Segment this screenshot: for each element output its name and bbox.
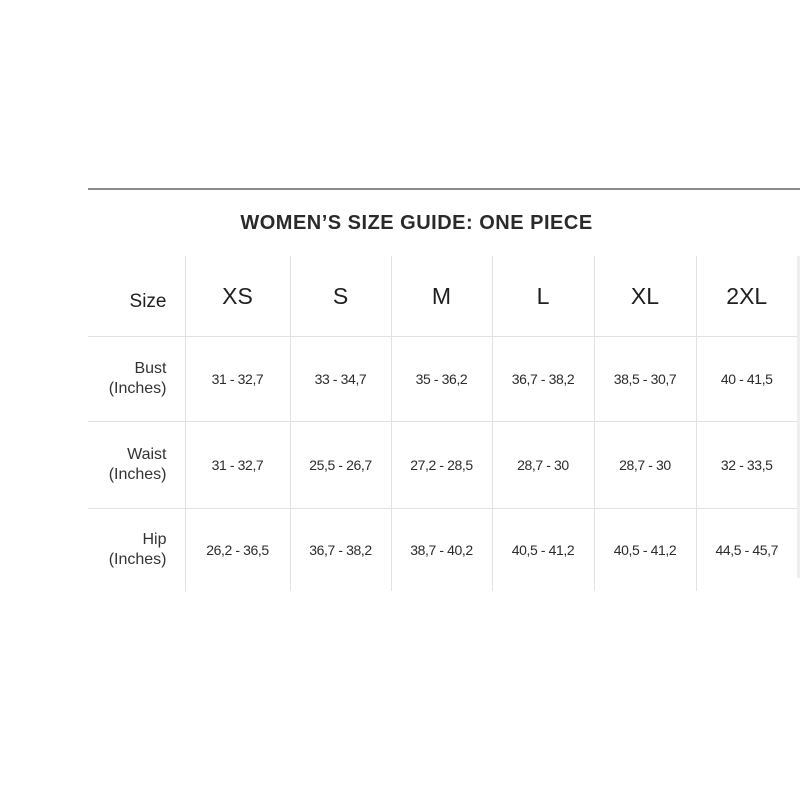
size-header-2xl: 2XL (696, 256, 797, 337)
table-cell: 40,5 - 41,2 (594, 509, 696, 592)
table-cell: 28,7 - 30 (594, 422, 696, 509)
table-cell: 26,2 - 36,5 (185, 509, 290, 592)
size-header-xl: XL (594, 256, 696, 337)
size-header-xs: XS (185, 256, 290, 337)
row-label-hip (88, 509, 185, 592)
table-cell: 38,7 - 40,2 (391, 509, 492, 592)
row-label-text: Waist (127, 446, 167, 463)
table-cell: 36,7 - 38,2 (492, 337, 594, 422)
table-cell: 25,5 - 26,7 (290, 422, 391, 509)
table-cell: 38,5 - 30,7 (594, 337, 696, 422)
table-cell: 27,2 - 28,5 (391, 422, 492, 509)
size-header-s: S (290, 256, 391, 337)
row-label-unit: (Inches) (108, 380, 167, 397)
table-cell: 31 - 32,7 (185, 337, 290, 422)
row-label-unit: (Inches) (108, 551, 167, 568)
table-row-waist (88, 422, 797, 509)
table-cell: 28,7 - 30 (492, 422, 594, 509)
page-title: WOMEN’S SIZE GUIDE: ONE PIECE (240, 212, 593, 234)
size-header-l: L (492, 256, 594, 337)
table-cell: 44,5 - 45,7 (696, 509, 797, 592)
size-header-m: M (391, 256, 492, 337)
table-cell: 33 - 34,7 (290, 337, 391, 422)
row-label-text: Bust (134, 360, 167, 377)
row-label-text: Hip (142, 531, 167, 548)
table-cell: 40 - 41,5 (696, 337, 797, 422)
table-cell: 31 - 32,7 (185, 422, 290, 509)
size-guide-table (88, 256, 797, 591)
table-header-row (88, 256, 797, 337)
table-cell: 36,7 - 38,2 (290, 509, 391, 592)
table-cell: 40,5 - 41,2 (492, 509, 594, 592)
table-row-bust (88, 337, 797, 422)
top-divider (88, 188, 800, 190)
table-cell: 35 - 36,2 (391, 337, 492, 422)
table-cell: 32 - 33,5 (696, 422, 797, 509)
row-label-unit: (Inches) (108, 466, 167, 483)
row-label-bust (88, 337, 185, 422)
table-row-hip (88, 509, 797, 592)
row-label-waist (88, 422, 185, 509)
size-column-label: Size (88, 256, 185, 337)
